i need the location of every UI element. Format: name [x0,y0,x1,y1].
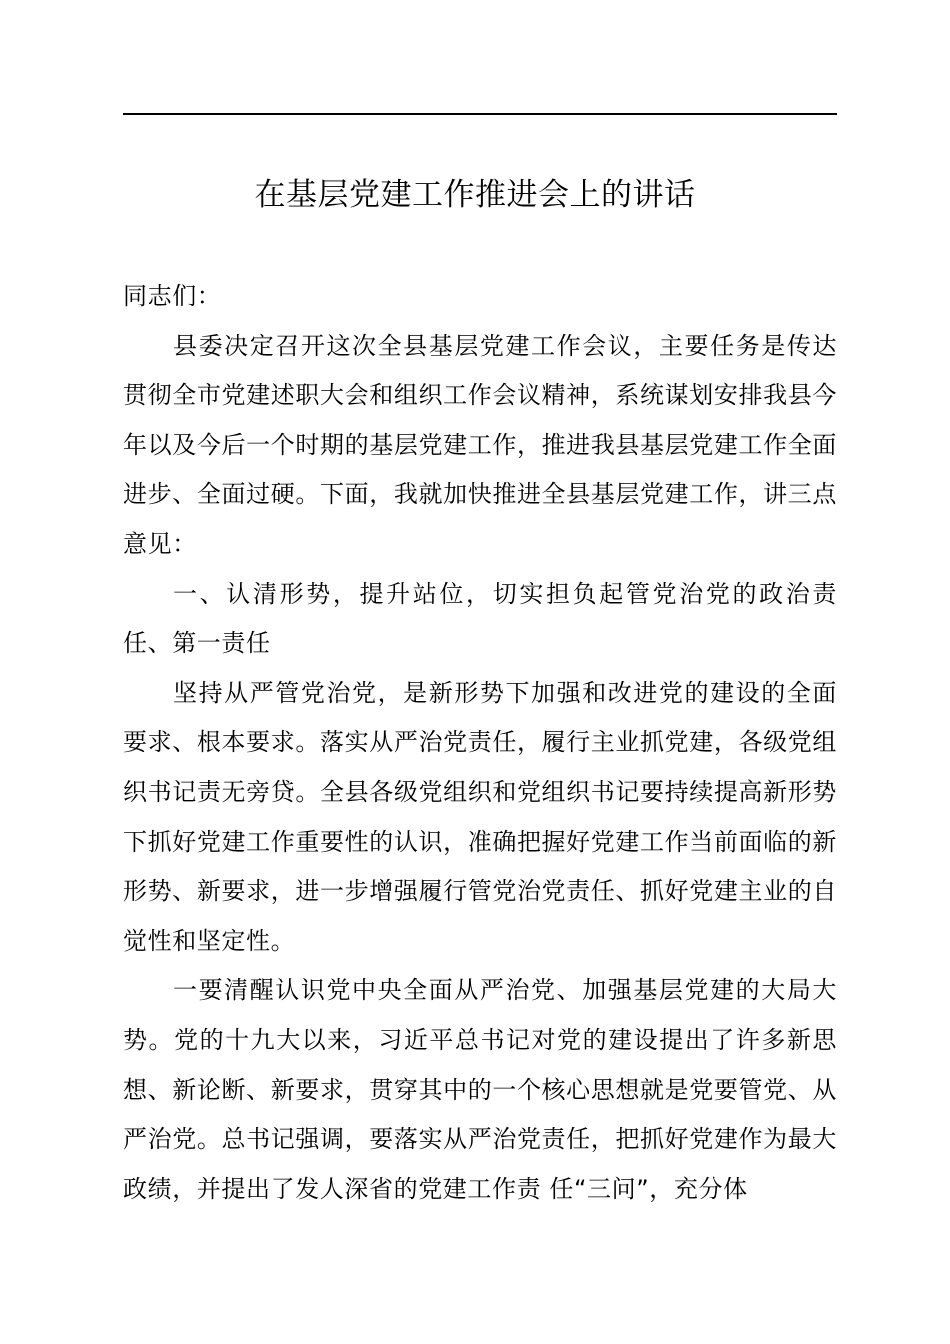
salutation: 同志们： [123,282,222,310]
document-title: 在基层党建工作推进会上的讲话 [254,177,696,213]
header-rule [123,113,837,115]
paragraph-intro: 县委决定召开这次全县基层党建工作会议，主要任务是传达贯彻全市党建述职大会和组织工作会议精神，系统谋划安排我县今年以及今后一个时期的基层党建工作，推进我县基层党建工作全面进步、全面过硬。下面，我就加快推进全县基层党建工作，讲三点意见： [123,331,837,558]
document-body [123,272,837,1214]
paragraph-point-1: 一要清醒认识党中央全面从严治党、加强基层党建的大局大势。党的十九大以来，习近平总书记对党的建设提出了许多新思想、新论断、新要求，贯穿其中的一个核心思想就是党要管党、从严治党。总书记强调，要落实从严治党责任，把抓好党建作为最大政绩，并提出了发人深省的党建工作责 任“三问”，充分体 [123,976,837,1203]
section-heading-1: 一、认清形势，提升站位，切实担负起管党治党的政治责任、第一责任 [123,579,837,658]
paragraph-section-1: 坚持从严管党治党，是新形势下加强和改进党的建设的全面要求、根本要求。落实从严治党责任，履行主业抓党建，各级党组织书记责无旁贷。全县各级党组织和党组织书记要持续提高新形势下抓好党建工作重要性的认识，准确把握好党建工作当前面临的新形势、新要求，进一步增强履行管党治党责任、抓好党建主业的自觉性和坚定性。 [123,678,837,955]
